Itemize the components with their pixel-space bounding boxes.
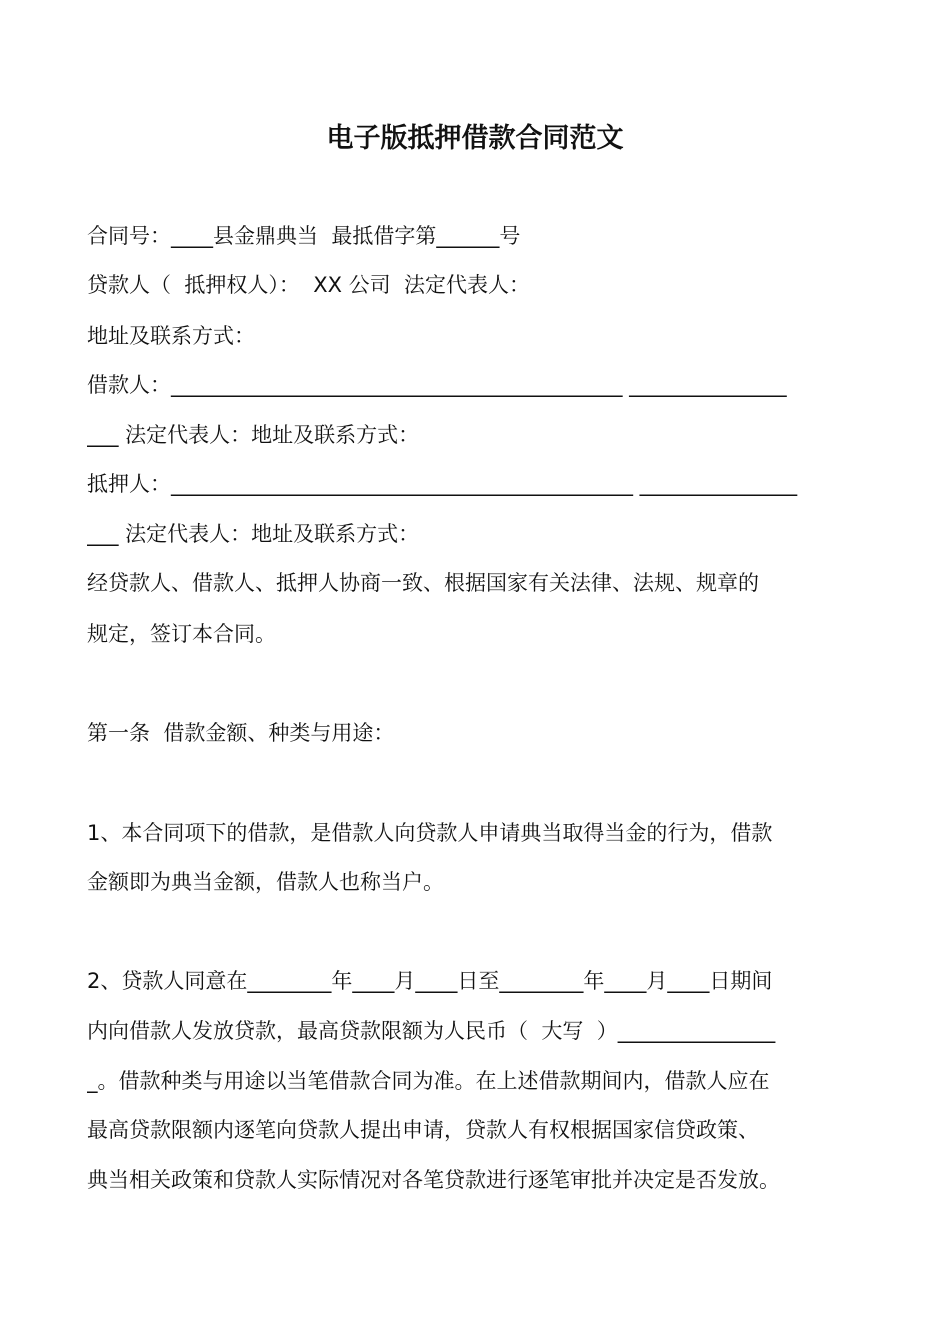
preamble-line-1: 经贷款人、借款人、抵押人协商一致、根据国家有关法律、法规、规章的: [87, 571, 759, 595]
clause-2-line-4: 最高贷款限额内逐笔向贷款人提出申请，贷款人有权根据国家信贷政策、: [87, 1118, 759, 1142]
clause-2-line-3: _。借款种类与用途以当笔借款合同为准。在上述借款期间内，借款人应在: [87, 1069, 770, 1093]
mortgagor-representative-line: ___ 法定代表人：地址及联系方式：: [87, 522, 420, 546]
clause-2-line-5: 典当相关政策和贷款人实际情况对各笔贷款进行逐笔审批并决定是否发放。: [87, 1168, 780, 1192]
preamble-line-2: 规定，签订本合同。: [87, 622, 276, 646]
mortgagor-line: 抵押人：____________________________________________ _______________: [87, 472, 798, 496]
borrower-line: 借款人：___________________________________________ _______________: [87, 373, 787, 397]
clause-1-line-2: 金额即为典当金额，借款人也称当户。: [87, 870, 444, 894]
contract-number-line: 合同号：____县金鼎典当 最抵借字第______号: [87, 224, 521, 248]
clause-2-line-1: 2、贷款人同意在________年____月____日至________年____月____日期间: [87, 969, 773, 993]
article-one-heading: 第一条 借款金额、种类与用途：: [87, 721, 395, 745]
lender-address-line: 地址及联系方式：: [87, 324, 255, 348]
borrower-representative-line: ___ 法定代表人：地址及联系方式：: [87, 423, 420, 447]
document-title: 电子版抵押借款合同范文: [326, 123, 624, 154]
clause-2-line-2: 内向借款人发放贷款，最高贷款限额为人民币（ 大写 ）_______________: [87, 1019, 776, 1043]
lender-line: 贷款人（ 抵押权人）： XX 公司 法定代表人：: [87, 273, 530, 297]
clause-1-line-1: 1、本合同项下的借款，是借款人向贷款人申请典当取得当金的行为，借款: [87, 821, 773, 845]
